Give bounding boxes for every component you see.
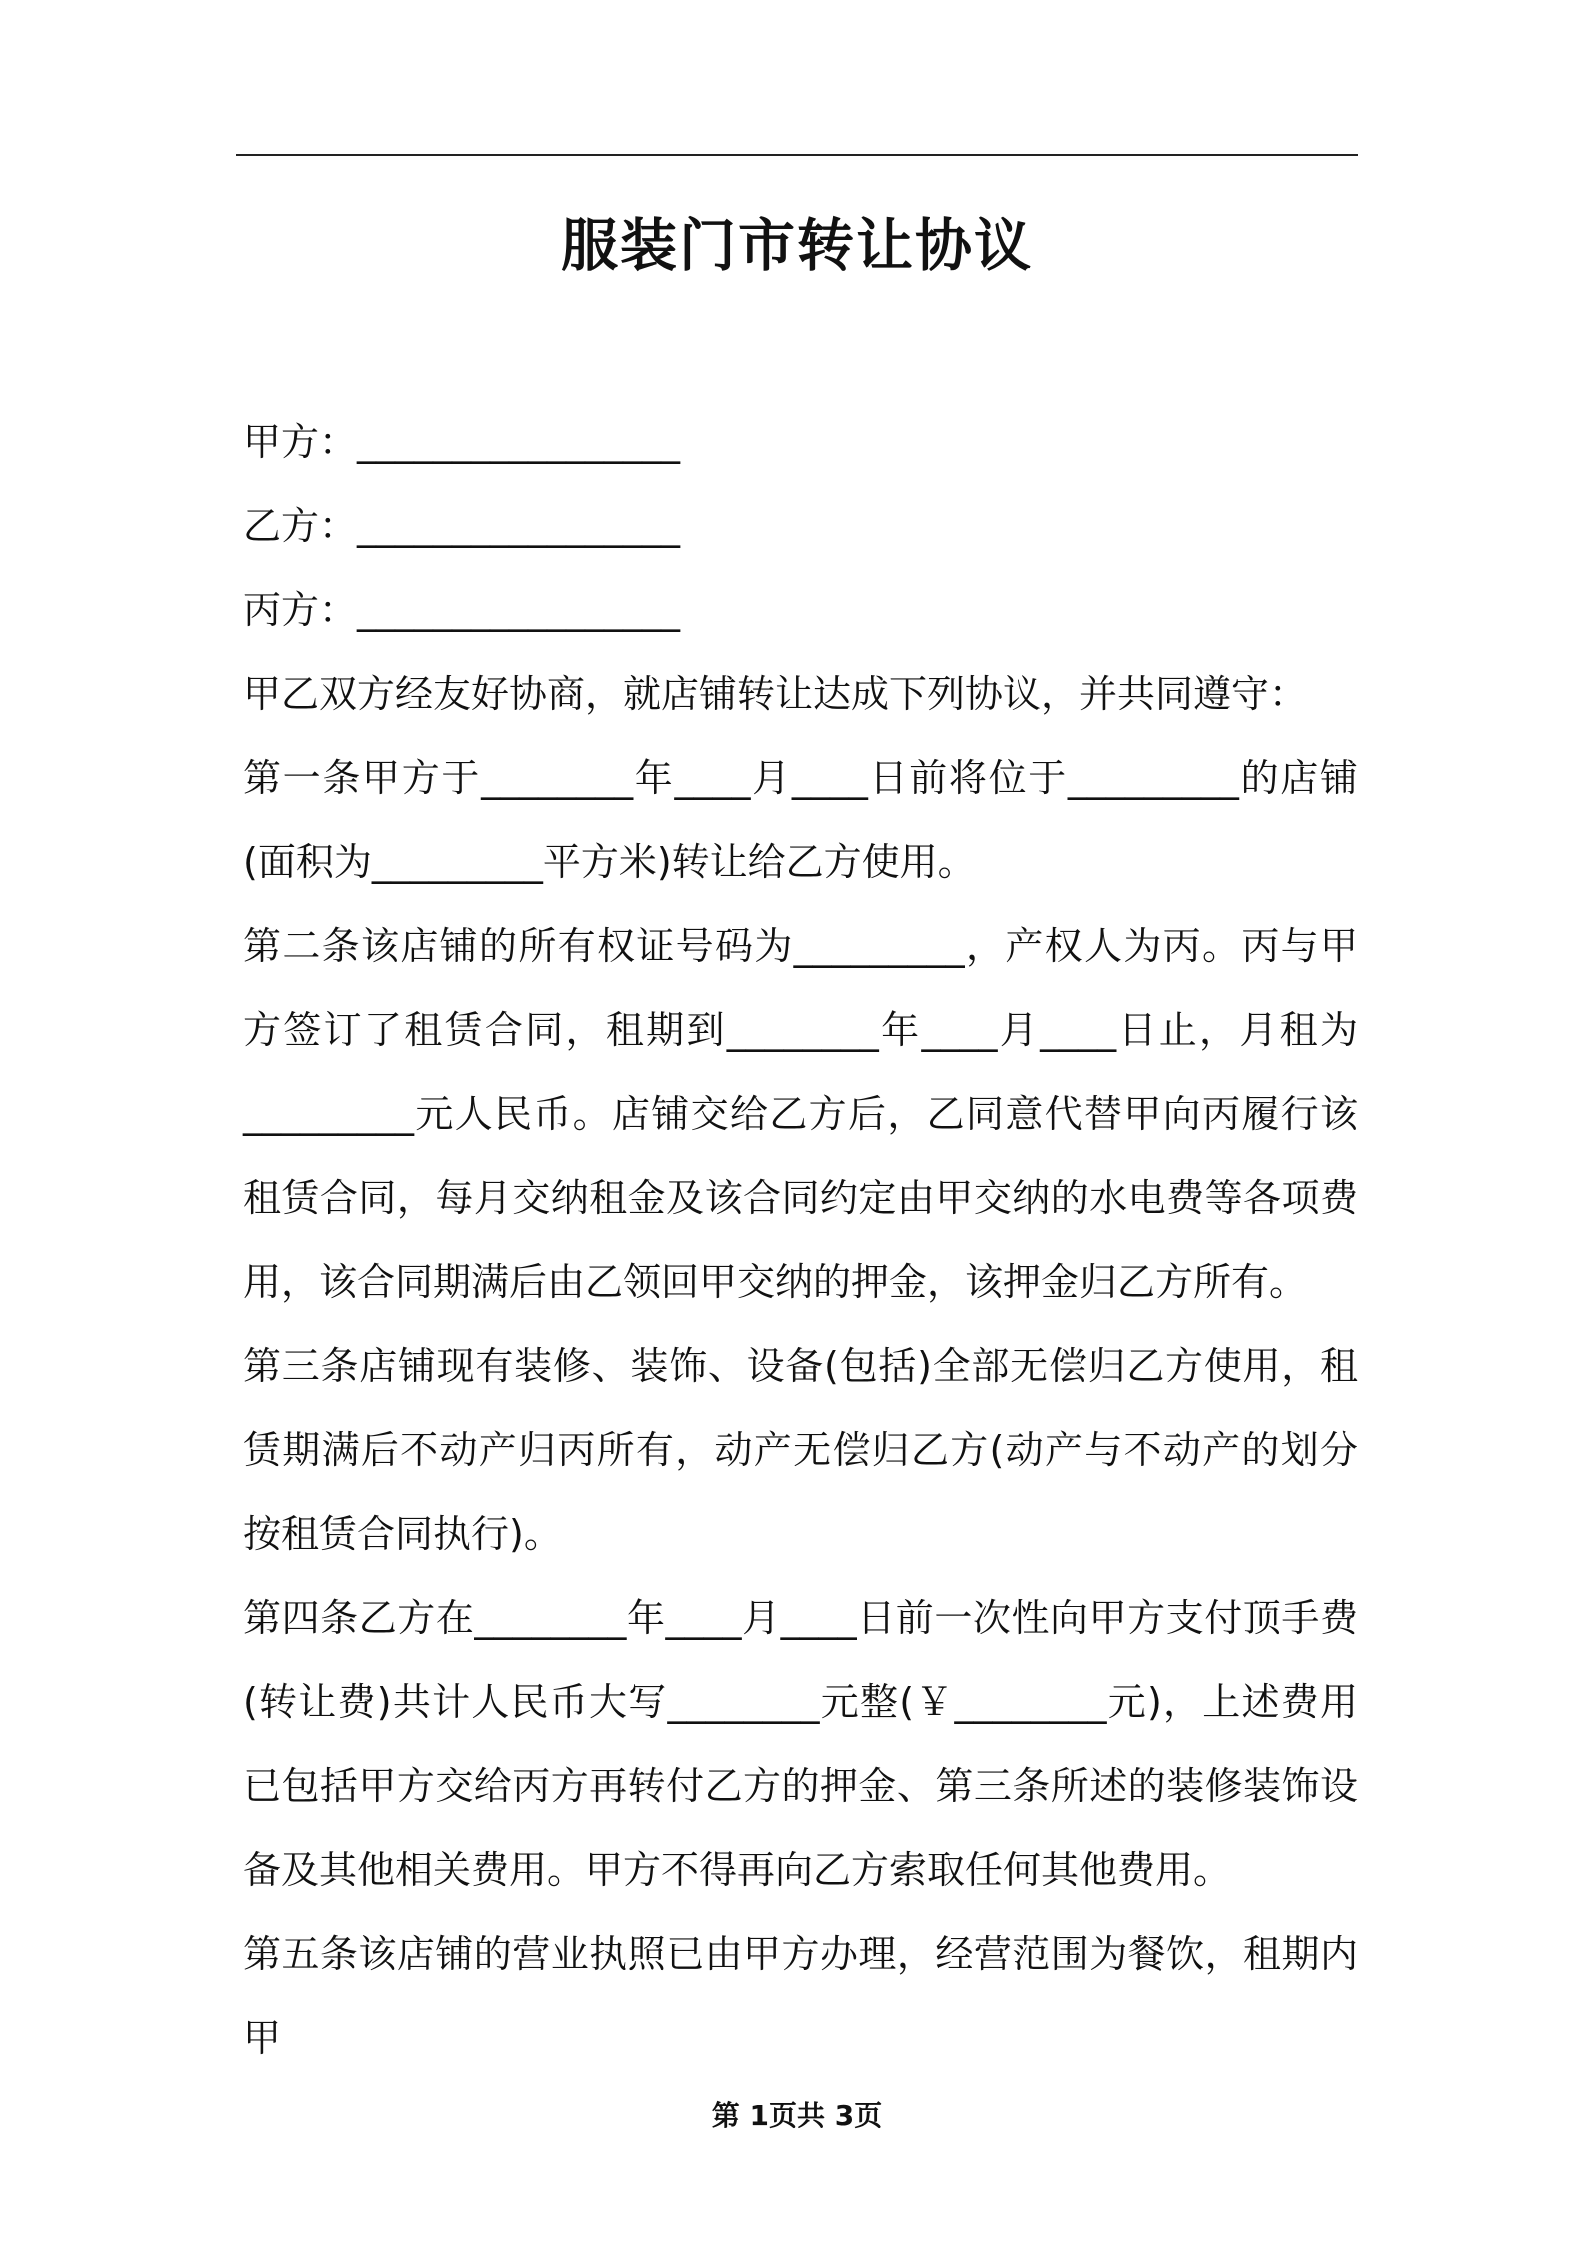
party-a-line: 甲方：_________________ xyxy=(243,420,681,464)
article-5-paragraph: 第五条该店铺的营业执照已由甲方办理，经营范围为餐饮，租期内甲 xyxy=(243,1932,1358,2060)
article-1-paragraph: 第一条甲方于________年____月____日前将位于_________的店铺(面积为_________平方米)转让给乙方使用。 xyxy=(243,756,1358,884)
preamble-paragraph: 甲乙双方经友好协商，就店铺转让达成下列协议，并共同遵守： xyxy=(243,672,1308,716)
document-body xyxy=(243,400,1358,2080)
document-title: 服装门市转让协议 xyxy=(561,213,1033,279)
party-c-line: 丙方：_________________ xyxy=(243,588,681,632)
party-b-line: 乙方：_________________ xyxy=(243,504,681,548)
page-number-footer: 第 1页共 3页 xyxy=(711,2099,883,2132)
article-4-paragraph: 第四条乙方在________年____月____日前一次性向甲方支付顶手费(转让费)共计人民币大写________元整(￥________元)，上述费用已包括甲方交给丙方再转付乙方的押金、第三条所述的装修装饰设备及其他相关费用。甲方不得再向乙方索取任何其他费用。 xyxy=(243,1596,1358,1892)
header-rule xyxy=(236,154,1358,156)
article-2-paragraph: 第二条该店铺的所有权证号码为_________，产权人为丙。丙与甲方签订了租赁合同，租期到________年____月____日止，月租为_________元人民币。店铺交给乙方后，乙同意代替甲向丙履行该租赁合同，每月交纳租金及该合同约定由甲交纳的水电费等各项费用，该合同期满后由乙领回甲交纳的押金，该押金归乙方所有。 xyxy=(243,924,1358,1304)
article-3-paragraph: 第三条店铺现有装修、装饰、设备(包括)全部无偿归乙方使用，租赁期满后不动产归丙所有，动产无偿归乙方(动产与不动产的划分按租赁合同执行)。 xyxy=(243,1344,1358,1556)
